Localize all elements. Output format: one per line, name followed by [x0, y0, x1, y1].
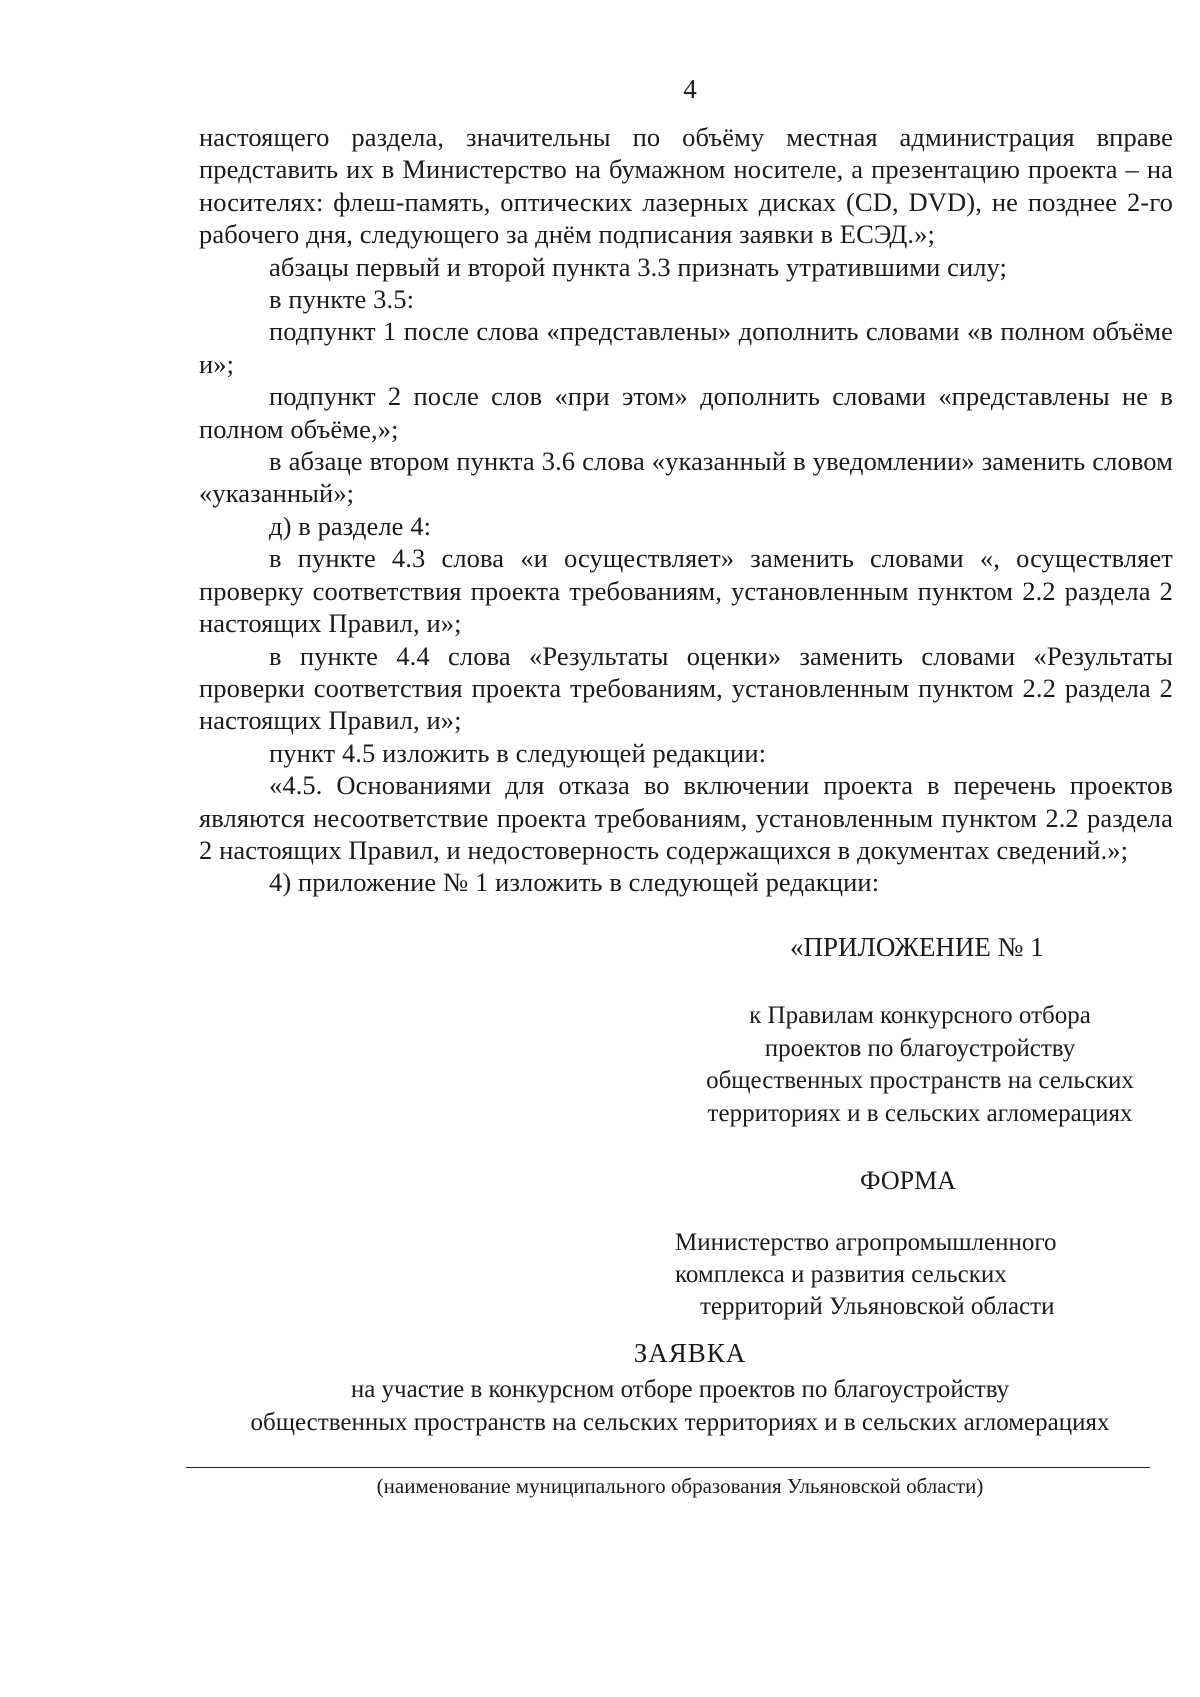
amendments-text [199, 121, 1173, 899]
form-label: ФОРМА [860, 1166, 956, 1195]
paragraph-item-4-5: пункт 4.5 изложить в следующей редакции: [269, 737, 767, 768]
paragraph-item-3-3: абзацы первый и второй пункта 3.3 признать утратившими силу; [269, 251, 1008, 282]
paragraph-item-4-3: в пункте 4.3 слова «и осуществляет» заменить словами «, осуществляет проверку соответствия проекта требованиям, установленным пунктом 2.2 раздела 2 настоящих Правил, и»; [199, 543, 1173, 639]
paragraph-item-4-5-text: «4.5. Основаниями для отказа во включении проекта в перечень проектов являются несоответствие проекта требованиям, установленным пунктом 2.2 раздела 2 настоящих Правил, и недостоверность содержащихся в документах сведений.»; [199, 770, 1173, 865]
appendix-description-line: к Правилам конкурсного отбора [749, 1002, 1091, 1029]
application-subtitle-line: на участие в конкурсном отборе проектов по благоустройству [350, 1376, 1010, 1403]
paragraph-item-4-4: в пункте 4.4 слова «Результаты оценки» заменить словами «Результаты проверки соответствия проекта требованиям, установленным пунктом 2.2 раздела 2 настоящих Правил, и»; [199, 640, 1173, 736]
paragraph-appendix-1: 4) приложение № 1 изложить в следующей редакции: [269, 867, 880, 898]
ministry-line: комплекса и развития сельских [675, 1261, 1007, 1288]
municipality-fill-line [186, 1467, 1150, 1468]
ministry-line: Министерство агропромышленного [675, 1229, 1057, 1256]
addressee-ministry [675, 1227, 1056, 1323]
appendix-description-line: проектов по благоустройству [764, 1034, 1076, 1062]
application-subtitle [180, 1373, 1180, 1439]
paragraph-item-3-6: в абзаце втором пункта 3.6 слова «указанный в уведомлении» заменить словом «указанный»; [199, 446, 1173, 509]
page-number: 4 [683, 74, 697, 104]
appendix-description [660, 1000, 1180, 1130]
paragraph-subitem-1: подпункт 1 после слова «представлены» дополнить словами «в полном объёме и»; [199, 316, 1173, 379]
appendix-description-line: территориях и в сельских агломерациях [707, 1099, 1133, 1127]
appendix-description-line: общественных пространств на сельских [706, 1067, 1134, 1094]
municipality-fill-caption: (наименование муниципального образования Ульяновской области) [376, 1474, 984, 1498]
application-title: ЗАЯВКА [633, 1338, 747, 1368]
application-subtitle-line: общественных пространств на сельских территориях и в сельских агломерациях [250, 1409, 1110, 1436]
paragraph-item-3-5: в пункте 3.5: [269, 284, 415, 315]
appendix-title: «ПРИЛОЖЕНИЕ № 1 [790, 932, 1044, 962]
paragraph-section-4: д) в разделе 4: [269, 510, 432, 541]
paragraph-continuation: настоящего раздела, значительны по объёму местная администрация вправе представить их в Министерство на бумажном носителе, а презентацию проекта – на носителях: флеш-память, оптических лазерных дисках (CD, DVD), не позднее 2-го рабочего дня, следующего за днём подписания заявки в ЕСЭД.»; [199, 122, 1173, 250]
paragraph-subitem-2: подпункт 2 после слов «при этом» дополнить словами «представлены не в полном объёме,»; [199, 381, 1173, 444]
ministry-line: территорий Ульяновской области [700, 1293, 1055, 1320]
